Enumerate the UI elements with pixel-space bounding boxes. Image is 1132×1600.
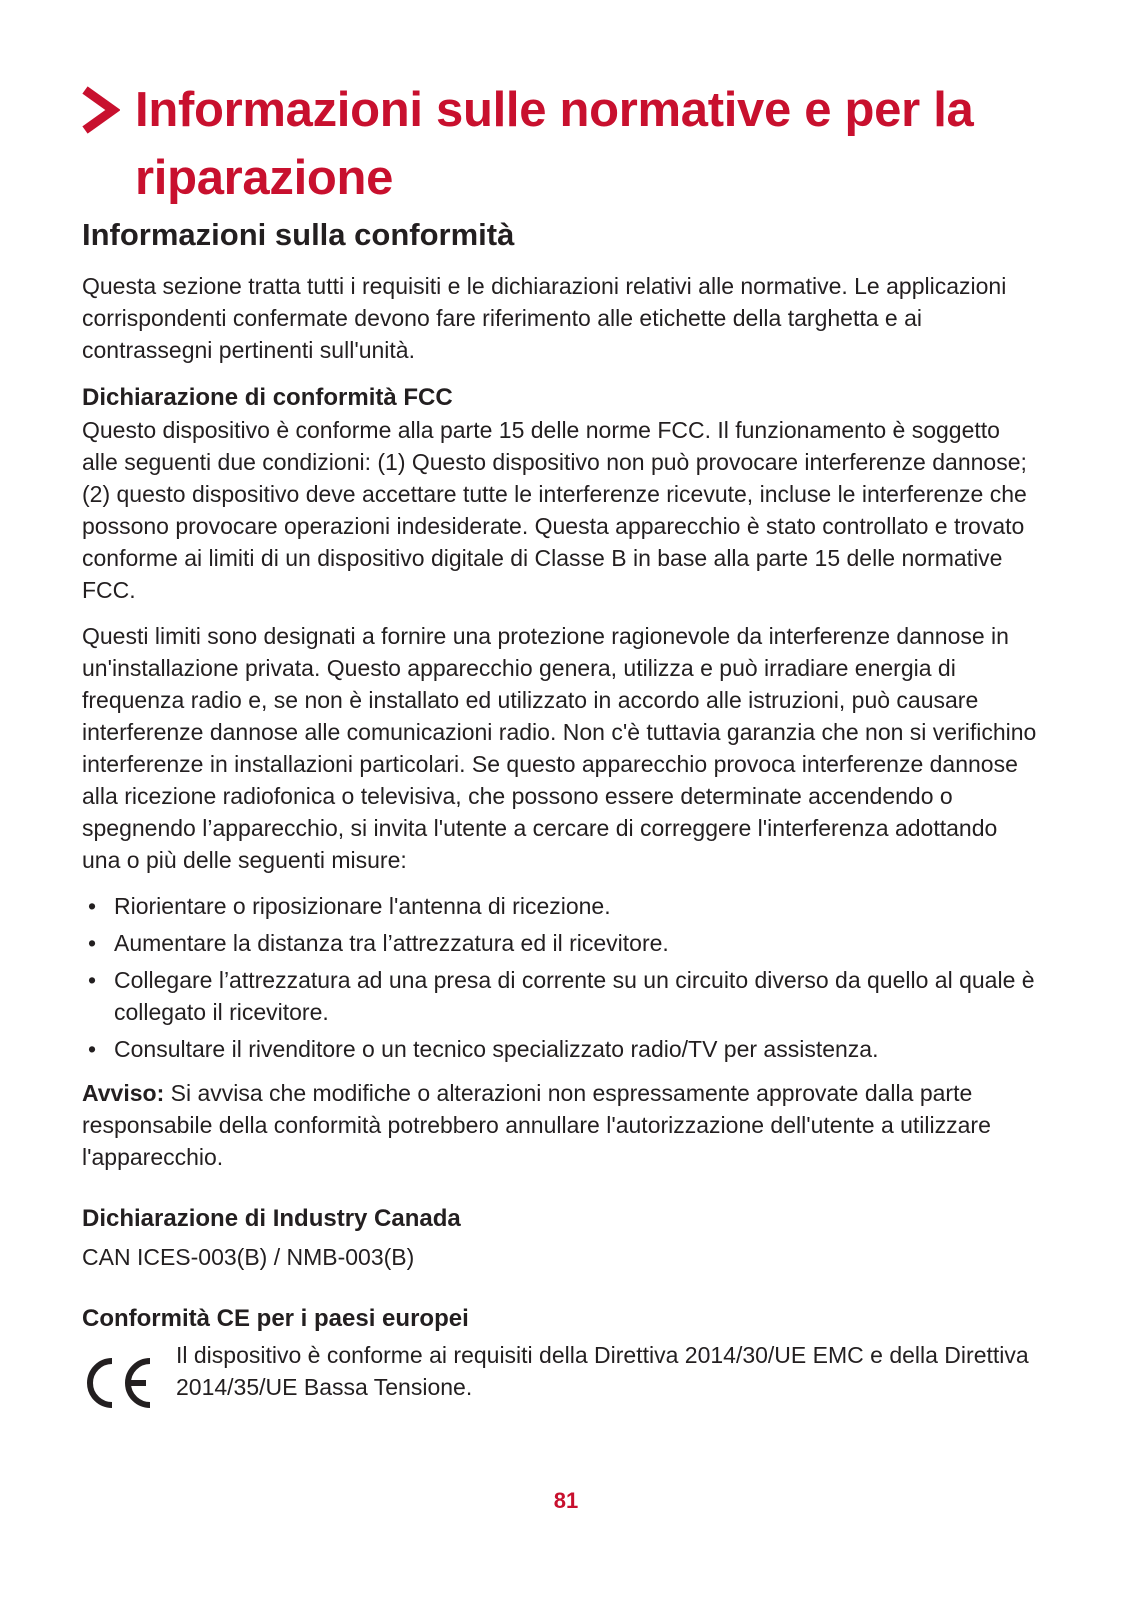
bullet-icon: •: [88, 893, 97, 919]
bullet-icon: •: [88, 930, 97, 956]
fcc-paragraph-1: Questo dispositivo è conforme alla parte 15 delle norme FCC. Il funzionamento è soggetto alle seguenti due condizioni: (1) Questo dispositivo non può provocare interferenze dannose; (2) questo dispositivo deve accettare tutte le interferenze ricevute, incluse le interferenze che possono provocare operazioni indesiderate. Questa apparecchio è stato controllato e trovato conforme ai limiti di un dispositivo digitale di Classe B in base alla parte 15 delle normative FCC.: [82, 417, 1027, 603]
title-block: [80, 76, 1080, 212]
bullet-icon: •: [88, 967, 97, 993]
list-item: • Aumentare la distanza tra l’attrezzatura ed il ricevitore.: [82, 927, 1042, 959]
fcc-notice: [82, 1077, 1042, 1173]
chevron-right-icon: [80, 86, 120, 134]
section-heading: Informazioni sulla conformità: [82, 217, 515, 252]
fcc-paragraph-2: Questi limiti sono designati a fornire una protezione ragionevole da interferenze dannose in un'installazione privata. Questo apparecchio genera, utilizza e può irradiare energia di frequenza radio e, se non è installato ed utilizzato in accordo alle istruzioni, può causare interferenze dannose alle comunicazioni radio. Non c'è tuttavia garanzia che non si verifichino interferenze in installazioni particolari. Se questo apparecchio provoca interferenze dannose alla ricezione radiofonica o televisiva, che possono essere determinate accendendo o spegnendo l’apparecchio, si invita l'utente a cercare di correggere l'interferenza adottando una o più delle seguenti misure:: [82, 623, 1037, 873]
main-content: [82, 214, 1042, 1413]
ce-mark-icon: [82, 1353, 158, 1413]
ce-text: Il dispositivo è conforme ai requisiti della Direttiva 2014/30/UE EMC e della Direttiva 2014/35/UE Bassa Tensione.: [176, 1342, 1029, 1400]
list-item: • Consultare il rivenditore o un tecnico specializzato radio/TV per assistenza.: [82, 1033, 1042, 1065]
list-item: • Riorientare o riposizionare l'antenna di ricezione.: [82, 890, 1042, 922]
page-title: Informazioni sulle normative e per la riparazione: [135, 83, 974, 205]
list-item: • Collegare l’attrezzatura ad una presa di corrente su un circuito diverso da quello al quale è collegato il ricevitore.: [82, 964, 1042, 1028]
ce-block: [82, 1339, 1042, 1413]
section-intro: Questa sezione tratta tutti i requisiti e le dichiarazioni relativi alle normative. Le applicazioni corrispondenti confermate devono fare riferimento alle etichette della targhetta e ai contrassegni pertinenti sull'unità.: [82, 273, 1007, 363]
ce-heading: Conformità CE per i paesi europei: [82, 1305, 469, 1332]
fcc-heading: Dichiarazione di conformità FCC: [82, 384, 453, 411]
fcc-measures-list: [82, 890, 1042, 1065]
notice-text: Si avvisa che modifiche o alterazioni non espressamente approvate dalla parte responsabile della conformità potrebbero annullare l'autorizzazione dell'utente a utilizzare l'apparecchio.: [82, 1080, 991, 1170]
notice-label: Avviso:: [82, 1080, 165, 1106]
page-number: 81: [553, 1488, 579, 1513]
bullet-icon: •: [88, 1036, 97, 1062]
canada-heading: Dichiarazione di Industry Canada: [82, 1205, 461, 1232]
canada-text: CAN ICES-003(B) / NMB-003(B): [82, 1244, 415, 1270]
